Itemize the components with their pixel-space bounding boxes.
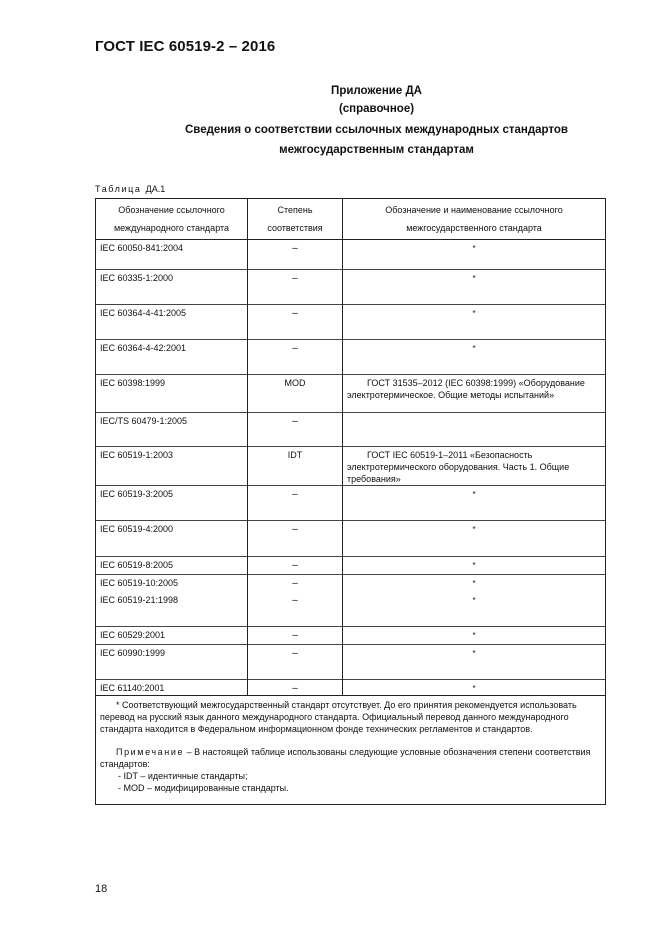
column-header-reference: Обозначение ссылочного международного стандарта — [96, 199, 248, 240]
degree-cell: – — [248, 645, 343, 680]
degree-cell: – — [248, 521, 343, 557]
appendix-title: Приложение ДА — [331, 85, 422, 97]
table-row — [96, 305, 606, 340]
degree-cell: – — [248, 486, 343, 521]
interstate-standard-cell: * — [343, 486, 606, 521]
reference-cell: IEC 60529:2001 — [96, 627, 248, 645]
table-row — [96, 240, 606, 270]
table-row — [96, 413, 606, 447]
interstate-standard-cell — [343, 413, 606, 447]
table-row — [96, 340, 606, 375]
table-caption-number: ДА.1 — [145, 184, 166, 194]
table-row — [96, 375, 606, 413]
table-row — [96, 645, 606, 680]
interstate-standard-cell: * — [343, 340, 606, 375]
appendix-heading-line2: межгосударственным стандартам — [279, 144, 474, 156]
degree-cell: – — [248, 557, 343, 575]
table-row — [96, 447, 606, 486]
interstate-standard-cell: ГОСТ 31535–2012 (IEC 60398:1999) «Оборудование электротермическое. Общие методы испытаний» — [343, 375, 606, 413]
interstate-standard-cell: ГОСТ IEC 60519-1–2011 «Безопасность электротермического оборудования. Часть 1. Общие требования» — [343, 447, 606, 486]
degree-cell: – — [248, 340, 343, 375]
appendix-kind: (справочное) — [338, 103, 415, 115]
table-caption — [95, 184, 165, 194]
reference-cell: IEC 60364-4-42:2001 — [96, 340, 248, 375]
table-note — [100, 746, 601, 770]
table-row — [96, 557, 606, 575]
degree-cell: – — [248, 627, 343, 645]
reference-cell: IEC 60519-10:2005 — [96, 575, 248, 592]
table-row — [96, 521, 606, 557]
note-list-item: - IDT – идентичные стандарты; — [118, 771, 248, 781]
interstate-standard-cell: * — [343, 557, 606, 575]
reference-cell: IEC 60519-4:2000 — [96, 521, 248, 557]
reference-cell: IEC 60335-1:2000 — [96, 270, 248, 305]
document-header: ГОСТ IEC 60519-2 – 2016 — [95, 38, 276, 55]
degree-cell: – — [248, 592, 343, 627]
reference-cell: IEC 60519-8:2005 — [96, 557, 248, 575]
degree-cell: – — [248, 680, 343, 696]
degree-cell: MOD — [248, 375, 343, 413]
table-header-row — [96, 199, 606, 240]
table-row — [96, 270, 606, 305]
degree-cell: – — [248, 240, 343, 270]
reference-cell: IEC 60050-841:2004 — [96, 240, 248, 270]
table-notes-cell — [96, 696, 606, 805]
note-label: Примечание — [116, 747, 185, 757]
column-header-interstate-standard: Обозначение и наименование ссылочного межгосударственного стандарта — [343, 199, 606, 240]
interstate-standard-cell: * — [343, 305, 606, 340]
interstate-standard-cell: * — [343, 270, 606, 305]
table-caption-prefix: Таблица — [95, 184, 142, 194]
correspondence-table — [95, 198, 606, 805]
table-notes-row — [96, 696, 606, 805]
column-header-degree: Степень соответствия — [248, 199, 343, 240]
page-number: 18 — [95, 883, 108, 895]
reference-cell: IEC 60519-3:2005 — [96, 486, 248, 521]
note-text: – В настоящей таблице использованы следующие условные обозначения степени соответствия стандартов: — [100, 747, 591, 769]
reference-cell: IEC 60364-4-41:2005 — [96, 305, 248, 340]
interstate-standard-cell: * — [343, 575, 606, 592]
reference-cell: IEC 61140:2001 — [96, 680, 248, 696]
table-row — [96, 486, 606, 521]
degree-cell: – — [248, 270, 343, 305]
degree-cell: – — [248, 413, 343, 447]
appendix-heading-line1: Сведения о соответствии ссылочных международных стандартов — [184, 124, 568, 136]
reference-cell: IEC/TS 60479-1:2005 — [96, 413, 248, 447]
interstate-standard-cell: * — [343, 521, 606, 557]
degree-cell: IDT — [248, 447, 343, 486]
table-row — [96, 680, 606, 696]
interstate-standard-cell: * — [343, 645, 606, 680]
interstate-standard-cell: * — [343, 627, 606, 645]
reference-cell: IEC 60990:1999 — [96, 645, 248, 680]
table-row — [96, 627, 606, 645]
reference-cell: IEC 60519-1:2003 — [96, 447, 248, 486]
table-row — [96, 575, 606, 592]
table-row — [96, 592, 606, 627]
interstate-standard-cell: * — [343, 680, 606, 696]
interstate-standard-cell: * — [343, 592, 606, 627]
interstate-standard-cell: * — [343, 240, 606, 270]
degree-cell: – — [248, 575, 343, 592]
degree-cell: – — [248, 305, 343, 340]
table-footnote: * Соответствующий межгосударственный стандарт отсутствует. До его принятия рекомендуется использовать перевод на русский язык данного международного стандарта. Официальный перевод данного международного стандарта находится в Федеральном информационном фонде технических регламентов и стандартов. — [100, 700, 577, 734]
note-list-item: - MOD – модифицированные стандарты. — [118, 783, 289, 793]
reference-cell: IEC 60519-21:1998 — [96, 592, 248, 627]
reference-cell: IEC 60398:1999 — [96, 375, 248, 413]
